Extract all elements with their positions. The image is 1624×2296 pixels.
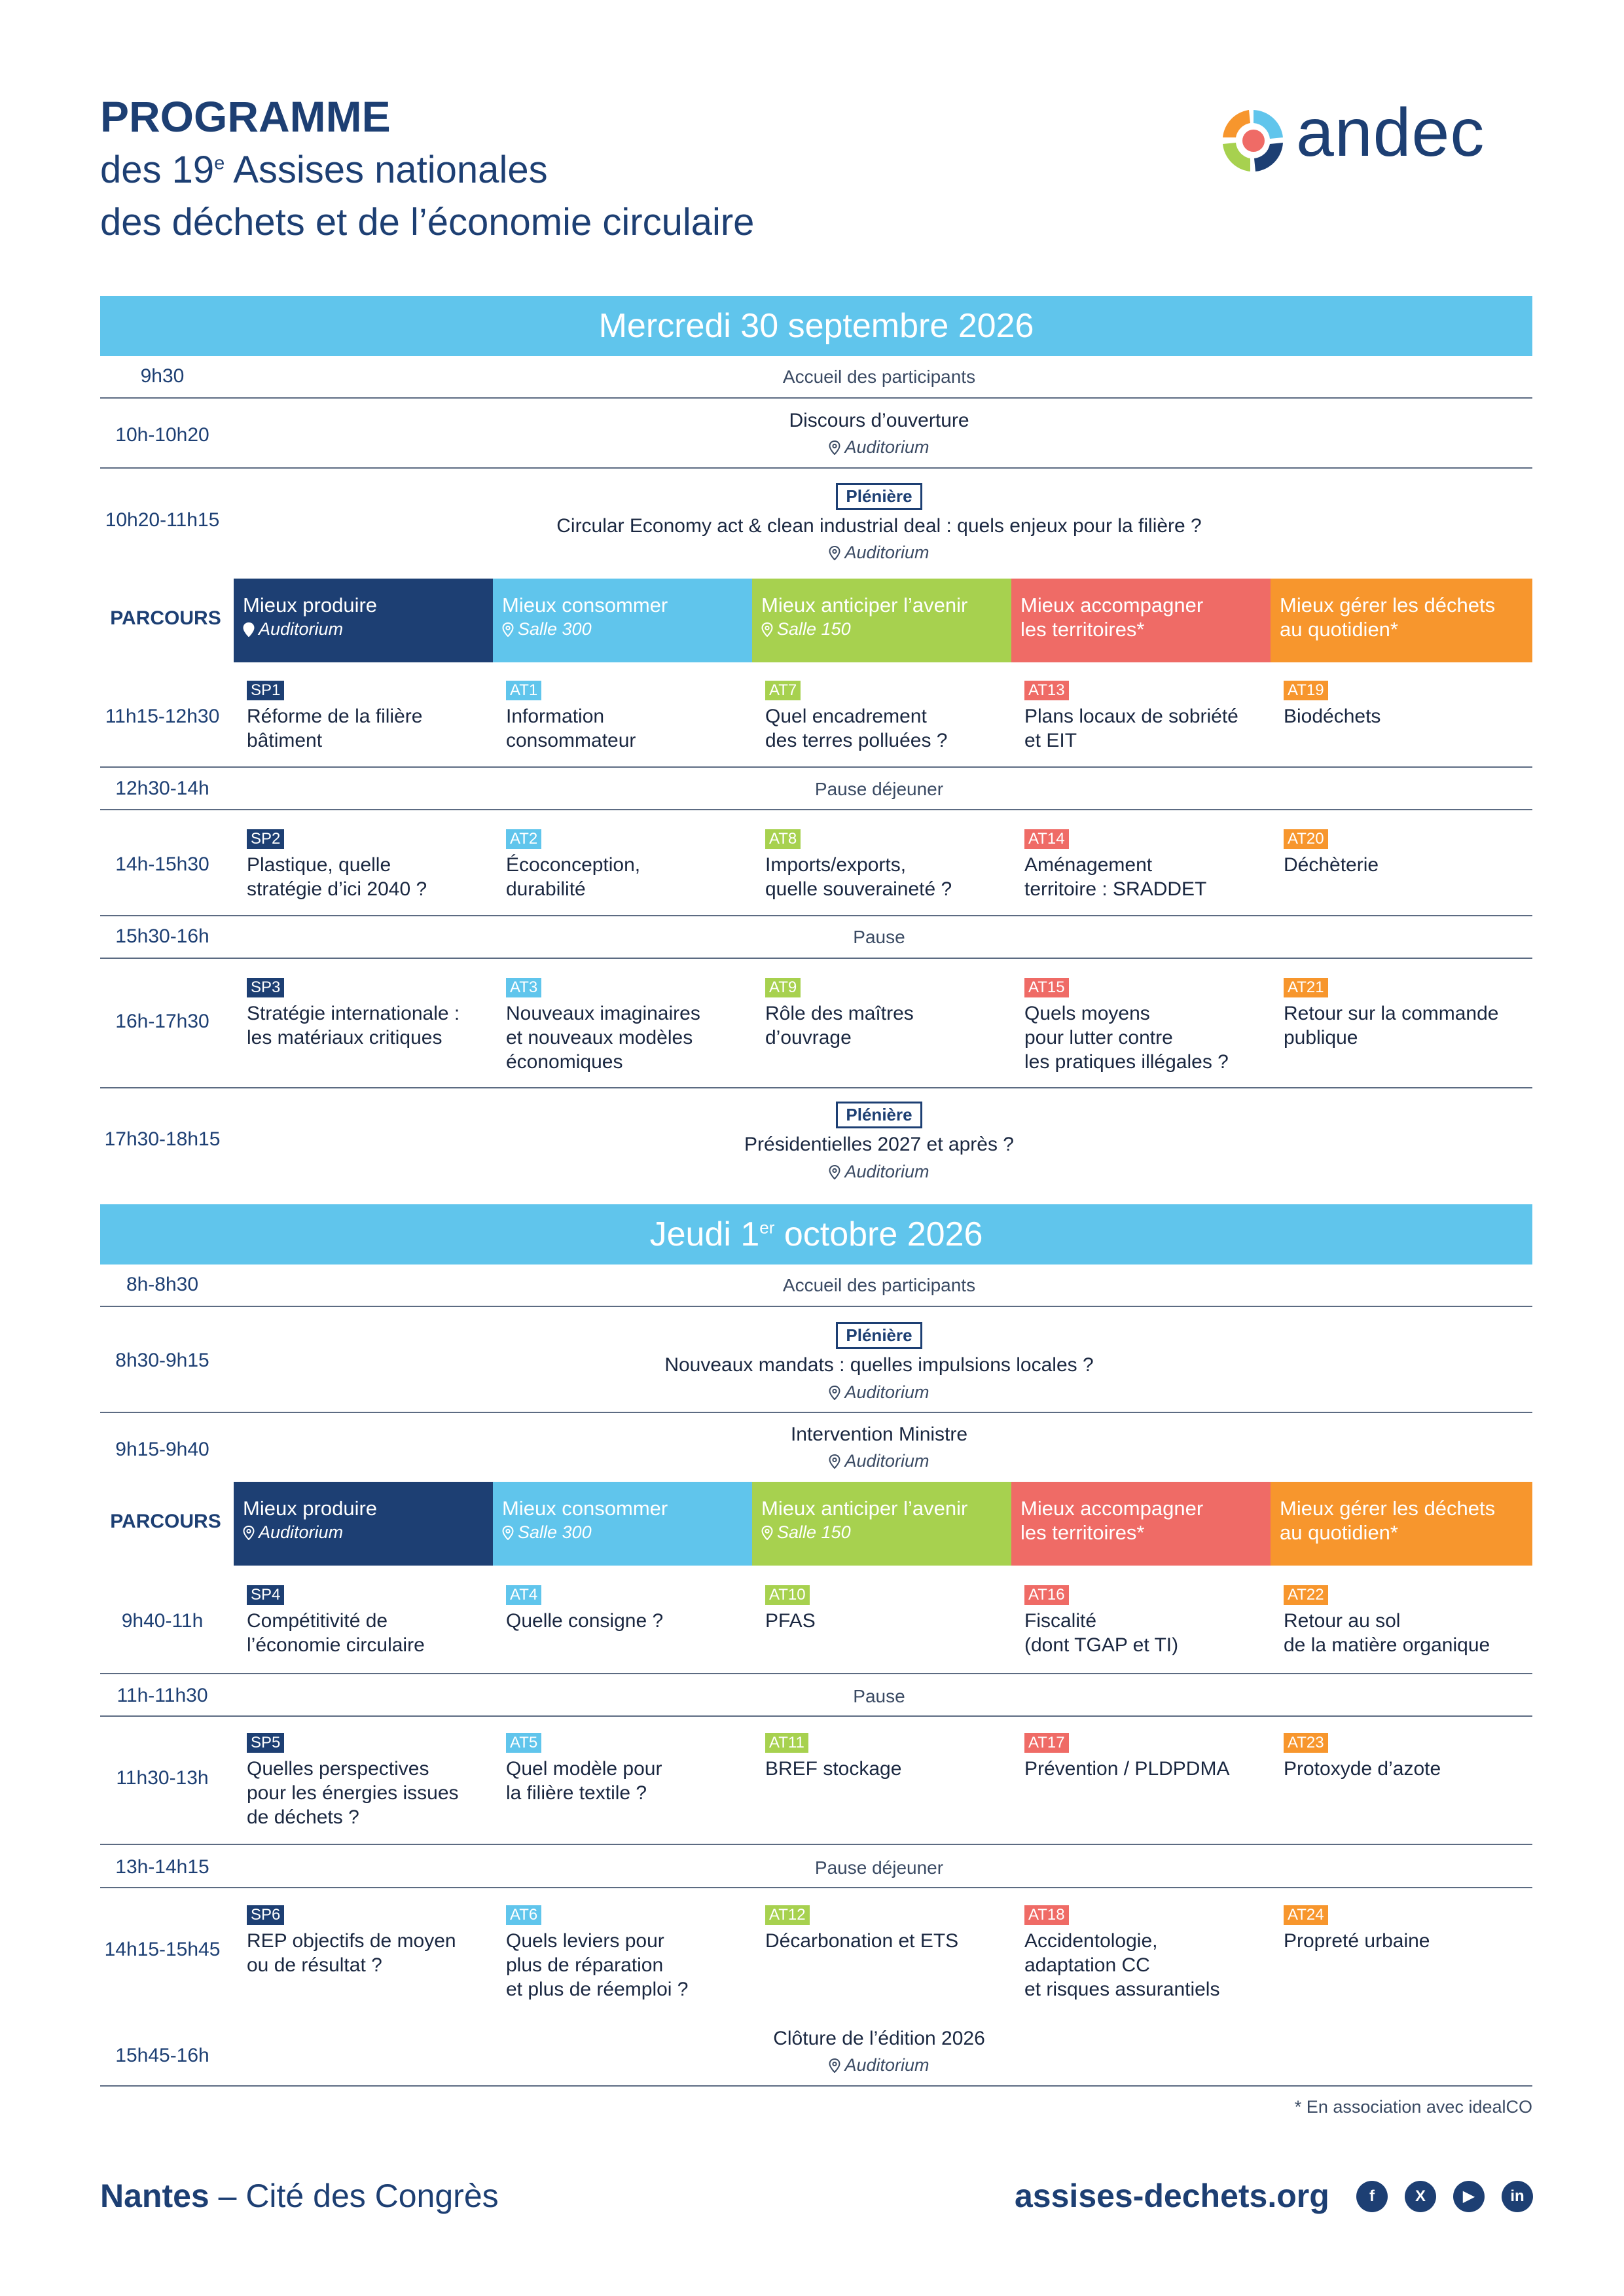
session-card [1284,974,1532,1050]
time-label: 13h-14h15 [115,1856,209,1878]
event-title: Présidentielles 2027 et après ? [744,1134,1014,1155]
session-code-badge: AT4 [506,1585,541,1605]
session-card [1284,1581,1532,1657]
session-title-line: PFAS [765,1610,816,1632]
session-code-badge: AT10 [765,1585,810,1605]
session-title-line: stratégie d’ici 2040 ? [247,878,427,900]
session-code-badge: SP2 [247,829,284,849]
session-title-line: Décarbonation et ETS [765,1930,959,1952]
session-title-line: Plans locaux de sobriété [1024,706,1238,727]
track-header-mieux-gerer: Mieux gérer les déchets au quotidien* [1271,579,1532,662]
session-title-line: Réforme de la filière [247,706,423,727]
session-title-line: (dont TGAP et TI) [1024,1634,1179,1656]
session-card [765,1581,1014,1633]
session-code-badge: SP3 [247,978,284,997]
session-title-line: Quels moyens [1024,1003,1150,1024]
session-title-line: Information [506,706,605,727]
event-title: Clôture de l’édition 2026 [773,2028,985,2049]
session-title-line: Accidentologie, [1024,1930,1158,1952]
event-location: Auditorium [226,1162,1532,1182]
session-title-line: et plus de réemploi ? [506,1979,689,2000]
session-title-line: Propreté urbaine [1284,1930,1430,1952]
time-label: 14h-15h30 [115,853,209,875]
event-title: Intervention Ministre [790,1424,968,1445]
track-header-mieux-accompagner: Mieux accompagner les territoires* [1011,579,1271,662]
session-title-line: de la matière organique [1284,1634,1490,1656]
session-title-line: Rôle des maîtres [765,1003,914,1024]
session-card [247,1729,496,1829]
session-title-line: Protoxyde d’azote [1284,1758,1441,1780]
x-icon[interactable]: X [1405,2181,1436,2212]
session-code-badge: AT20 [1284,829,1328,849]
location-pin-icon [502,1526,514,1540]
session-code-badge: AT8 [765,829,801,849]
website-link[interactable]: assises-dechets.org [1015,2178,1329,2214]
session-title-line: BREF stockage [765,1758,902,1780]
location-pin-icon [243,1526,255,1540]
session-card [765,1901,1014,1953]
session-card [1284,677,1532,728]
session-title-line: Quelles perspectives [247,1758,429,1780]
session-card [506,974,755,1074]
location-pin-icon [761,1526,773,1540]
event-location: Auditorium [226,1382,1532,1403]
session-code-badge: AT3 [506,978,541,997]
session-title-line: ou de résultat ? [247,1954,382,1976]
divider [100,397,1532,399]
session-card [506,677,755,753]
session-card [1024,974,1273,1074]
pleniere-badge-wrap [226,483,1532,510]
pleniere-badge-wrap [226,1322,1532,1349]
time-label: 15h45-16h [115,2045,209,2066]
andec-logo [1218,97,1538,182]
session-title-line: bâtiment [247,730,323,751]
time-label: 11h30-13h [116,1767,209,1789]
session-title-line: Prévention / PLDPDMA [1024,1758,1230,1780]
track-header-mieux-accompagner: Mieux accompagner les territoires* [1011,1482,1271,1566]
event-title: Discours d’ouverture [789,410,969,431]
divider [100,2085,1532,2087]
track-header-mieux-anticiper: Mieux anticiper l’avenir Salle 150 [752,579,1011,662]
session-code-badge: AT19 [1284,681,1328,700]
location-pin-icon [243,622,255,637]
location-pin-icon [829,1386,840,1400]
session-title-line: consommateur [506,730,636,751]
session-title-line: Aménagement [1024,854,1153,876]
session-title-line: et nouveaux modèles [506,1027,693,1049]
time-label: 17h30-18h15 [104,1128,221,1150]
session-title-line: d’ouvrage [765,1027,852,1049]
divider [100,1715,1532,1717]
pleniere-badge: Plénière [836,483,922,510]
time-label: 15h30-16h [115,925,209,947]
session-code-badge: AT1 [506,681,541,700]
track-header-mieux-produire: Mieux produire Auditorium [234,1482,493,1566]
divider [100,915,1532,916]
session-code-badge: AT15 [1024,978,1069,997]
session-code-badge: AT6 [506,1905,541,1925]
session-title-line: la filière textile ? [506,1782,647,1804]
time-label: 9h30 [140,365,185,387]
session-title-line: durabilité [506,878,586,900]
session-code-badge: AT14 [1024,829,1069,849]
break-text: Pause [853,1686,905,1706]
track-header-mieux-gerer: Mieux gérer les déchets au quotidien* [1271,1482,1532,1566]
venue-text: Nantes – Cité des Congrès [100,2178,499,2214]
session-title-line: Quelle consigne ? [506,1610,664,1632]
event-location: Auditorium [226,543,1532,563]
session-code-badge: AT2 [506,829,541,849]
track-header-mieux-produire: Mieux produire Auditorium [234,579,493,662]
session-code-badge: AT11 [765,1733,808,1753]
session-code-badge: AT13 [1024,681,1069,700]
youtube-icon[interactable]: ▶ [1453,2181,1485,2212]
andec-logo-icon [1218,105,1290,177]
break-text: Pause déjeuner [814,779,944,799]
session-code-badge: AT17 [1024,1733,1069,1753]
time-label: 16h-17h30 [115,1011,209,1032]
time-label: 12h30-14h [115,778,209,799]
session-title-line: Plastique, quelle [247,854,391,876]
session-card [765,974,1014,1050]
session-title-line: l’économie circulaire [247,1634,425,1656]
footnote: * En association avec idealCO [1294,2097,1532,2117]
session-card [506,825,755,901]
logo-text: andec [1296,95,1485,171]
session-title-line: Quels leviers pour [506,1930,664,1952]
session-title-line: Quel modèle pour [506,1758,662,1780]
page-subtitle-line-2: des déchets et de l’économie circulaire [100,201,755,243]
session-title-line: les pratiques illégales ? [1024,1051,1229,1073]
session-title-line: Retour au sol [1284,1610,1401,1632]
session-title-line: Biodéchets [1284,706,1381,727]
session-title-line: pour lutter contre [1024,1027,1173,1049]
session-title-line: et EIT [1024,730,1077,751]
event-title: Circular Economy act & clean industrial deal : quels enjeux pour la filière ? [556,515,1202,537]
session-card [1024,1901,1273,2001]
track-header-mieux-consommer: Mieux consommer Salle 300 [493,579,752,662]
session-title-line: Compétitivité de [247,1610,388,1632]
session-title-line: Quel encadrement [765,706,927,727]
session-card [1024,825,1273,901]
session-code-badge: AT24 [1284,1905,1328,1925]
session-card [765,825,1014,901]
page-title: PROGRAMME [100,92,391,141]
time-label: 11h-11h30 [117,1685,208,1706]
time-label: 8h30-9h15 [115,1350,209,1371]
session-code-badge: AT18 [1024,1905,1069,1925]
session-title-line: Déchèterie [1284,854,1379,876]
divider [100,1087,1532,1088]
session-title-line: quelle souveraineté ? [765,878,952,900]
session-title-line: pour les énergies issues [247,1782,459,1804]
event-title: Nouveaux mandats : quelles impulsions locales ? [664,1354,1094,1376]
pleniere-badge: Plénière [836,1102,922,1128]
track-header-mieux-anticiper: Mieux anticiper l’avenir Salle 150 [752,1482,1011,1566]
divider [100,467,1532,469]
facebook-icon[interactable]: f [1356,2181,1388,2212]
parcours-label: PARCOURS [110,1511,221,1532]
session-card [765,677,1014,753]
session-code-badge: AT22 [1284,1585,1328,1605]
session-title-line: des terres polluées ? [765,730,948,751]
track-header-mieux-consommer: Mieux consommer Salle 300 [493,1482,752,1566]
session-title-line: Stratégie internationale : [247,1003,460,1024]
session-card [247,825,496,901]
welcome-text: Accueil des participants [782,367,976,387]
session-title-line: adaptation CC [1024,1954,1150,1976]
event-location: Auditorium [226,437,1532,457]
divider [100,1673,1532,1674]
location-pin-icon [761,622,773,637]
divider [100,1412,1532,1413]
location-pin-icon [829,1454,840,1469]
session-title-line: Écoconception, [506,854,641,876]
session-card [506,1901,755,2001]
session-title-line: publique [1284,1027,1358,1049]
time-label: 10h-10h20 [115,424,209,446]
time-label: 14h15-15h45 [104,1939,221,1960]
parcours-label: PARCOURS [110,607,221,629]
divider [100,1844,1532,1845]
session-code-badge: AT16 [1024,1585,1069,1605]
session-card [247,677,496,753]
session-title-line: et risques assurantiels [1024,1979,1220,2000]
pleniere-badge: Plénière [836,1322,922,1349]
event-location: Auditorium [226,1451,1532,1471]
divider [100,958,1532,959]
session-code-badge: AT12 [765,1905,810,1925]
session-code-badge: AT9 [765,978,801,997]
location-pin-icon [829,1165,840,1179]
session-code-badge: SP4 [247,1585,284,1605]
session-card [1024,1581,1273,1657]
session-title-line: territoire : SRADDET [1024,878,1207,900]
session-code-badge: SP5 [247,1733,284,1753]
session-title-line: de déchets ? [247,1806,359,1828]
time-label: 9h40-11h [121,1610,204,1632]
session-card [1024,677,1273,753]
break-text: Pause déjeuner [814,1857,944,1878]
session-card [765,1729,1014,1781]
session-card [247,1901,496,1977]
time-label: 8h-8h30 [126,1274,199,1295]
session-code-badge: AT7 [765,681,801,700]
location-pin-icon [829,546,840,560]
session-title-line: économiques [506,1051,623,1073]
divider [100,1306,1532,1307]
divider [100,766,1532,768]
session-card [1284,1901,1532,1953]
session-code-badge: AT5 [506,1733,541,1753]
time-label: 9h15-9h40 [115,1439,209,1460]
divider [100,1887,1532,1888]
time-label: 11h15-12h30 [105,706,220,727]
session-card [506,1581,755,1633]
session-title-line: REP objectifs de moyen [247,1930,456,1952]
session-title-line: Imports/exports, [765,854,907,876]
session-card [247,1581,496,1657]
page-subtitle-line-1: des 19e Assises nationales [100,149,548,191]
location-pin-icon [829,2058,840,2073]
break-text: Pause [853,927,905,947]
time-label: 10h20-11h15 [105,509,220,531]
session-title-line: Retour sur la commande [1284,1003,1499,1024]
session-card [1284,825,1532,877]
session-code-badge: SP1 [247,681,284,700]
welcome-text: Accueil des participants [782,1275,976,1295]
day1-banner: Mercredi 30 septembre 2026 [100,296,1532,356]
session-title-line: Nouveaux imaginaires [506,1003,700,1024]
session-title-line: les matériaux critiques [247,1027,442,1049]
day2-banner: Jeudi 1er octobre 2026 [100,1204,1532,1265]
session-card [506,1729,755,1805]
session-title-line: Fiscalité [1024,1610,1097,1632]
location-pin-icon [829,440,840,455]
location-pin-icon [502,622,514,637]
session-card [1284,1729,1532,1781]
session-card [1024,1729,1273,1781]
session-title-line: plus de réparation [506,1954,664,1976]
event-location: Auditorium [226,2055,1532,2075]
session-code-badge: SP6 [247,1905,284,1925]
pleniere-badge-wrap [226,1102,1532,1128]
session-code-badge: AT21 [1284,978,1328,997]
session-card [247,974,496,1050]
divider [100,809,1532,810]
session-code-badge: AT23 [1284,1733,1328,1753]
linkedin-icon[interactable]: in [1502,2181,1533,2212]
